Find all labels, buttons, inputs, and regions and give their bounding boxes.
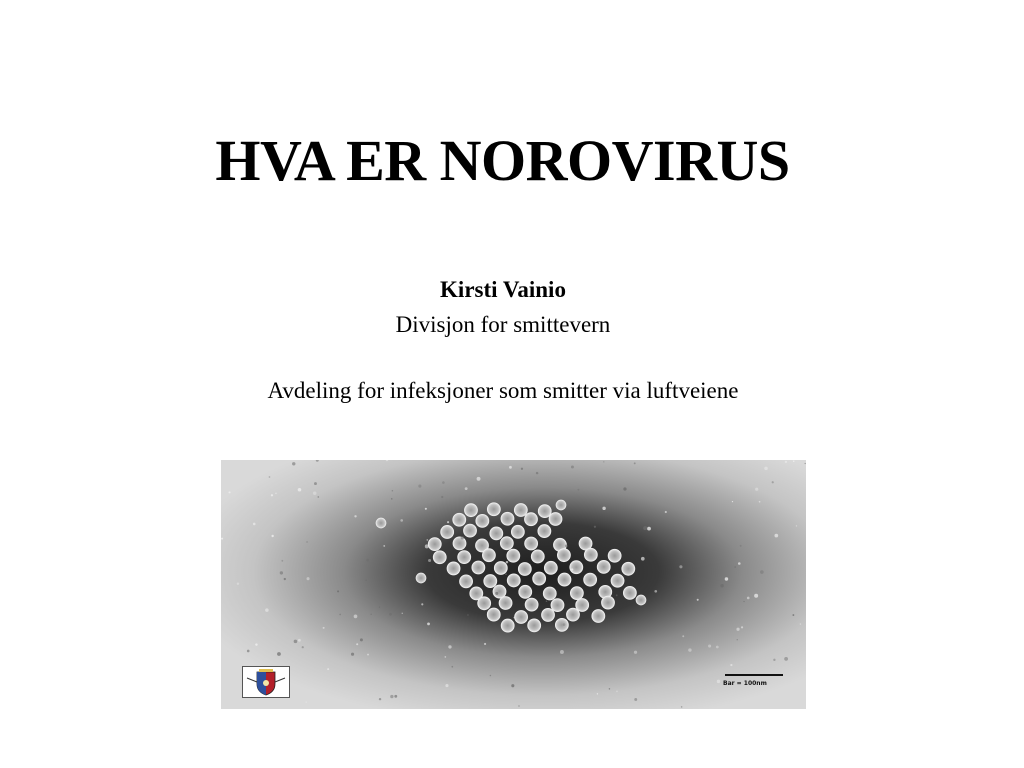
coat-of-arms-logo: [242, 666, 290, 698]
division-name: Divisjon for smittevern: [395, 312, 611, 337]
electron-micrograph-image: [221, 460, 806, 709]
slide-title: HVA ER NOROVIRUS: [215, 128, 790, 193]
department-name: Avdeling for infeksjoner som smitter via luftveiene: [267, 378, 739, 403]
scale-bar-label: Bar = 100nm: [723, 680, 767, 687]
scale-bar: [723, 672, 785, 692]
author-name: Kirsti Vainio: [440, 277, 566, 302]
